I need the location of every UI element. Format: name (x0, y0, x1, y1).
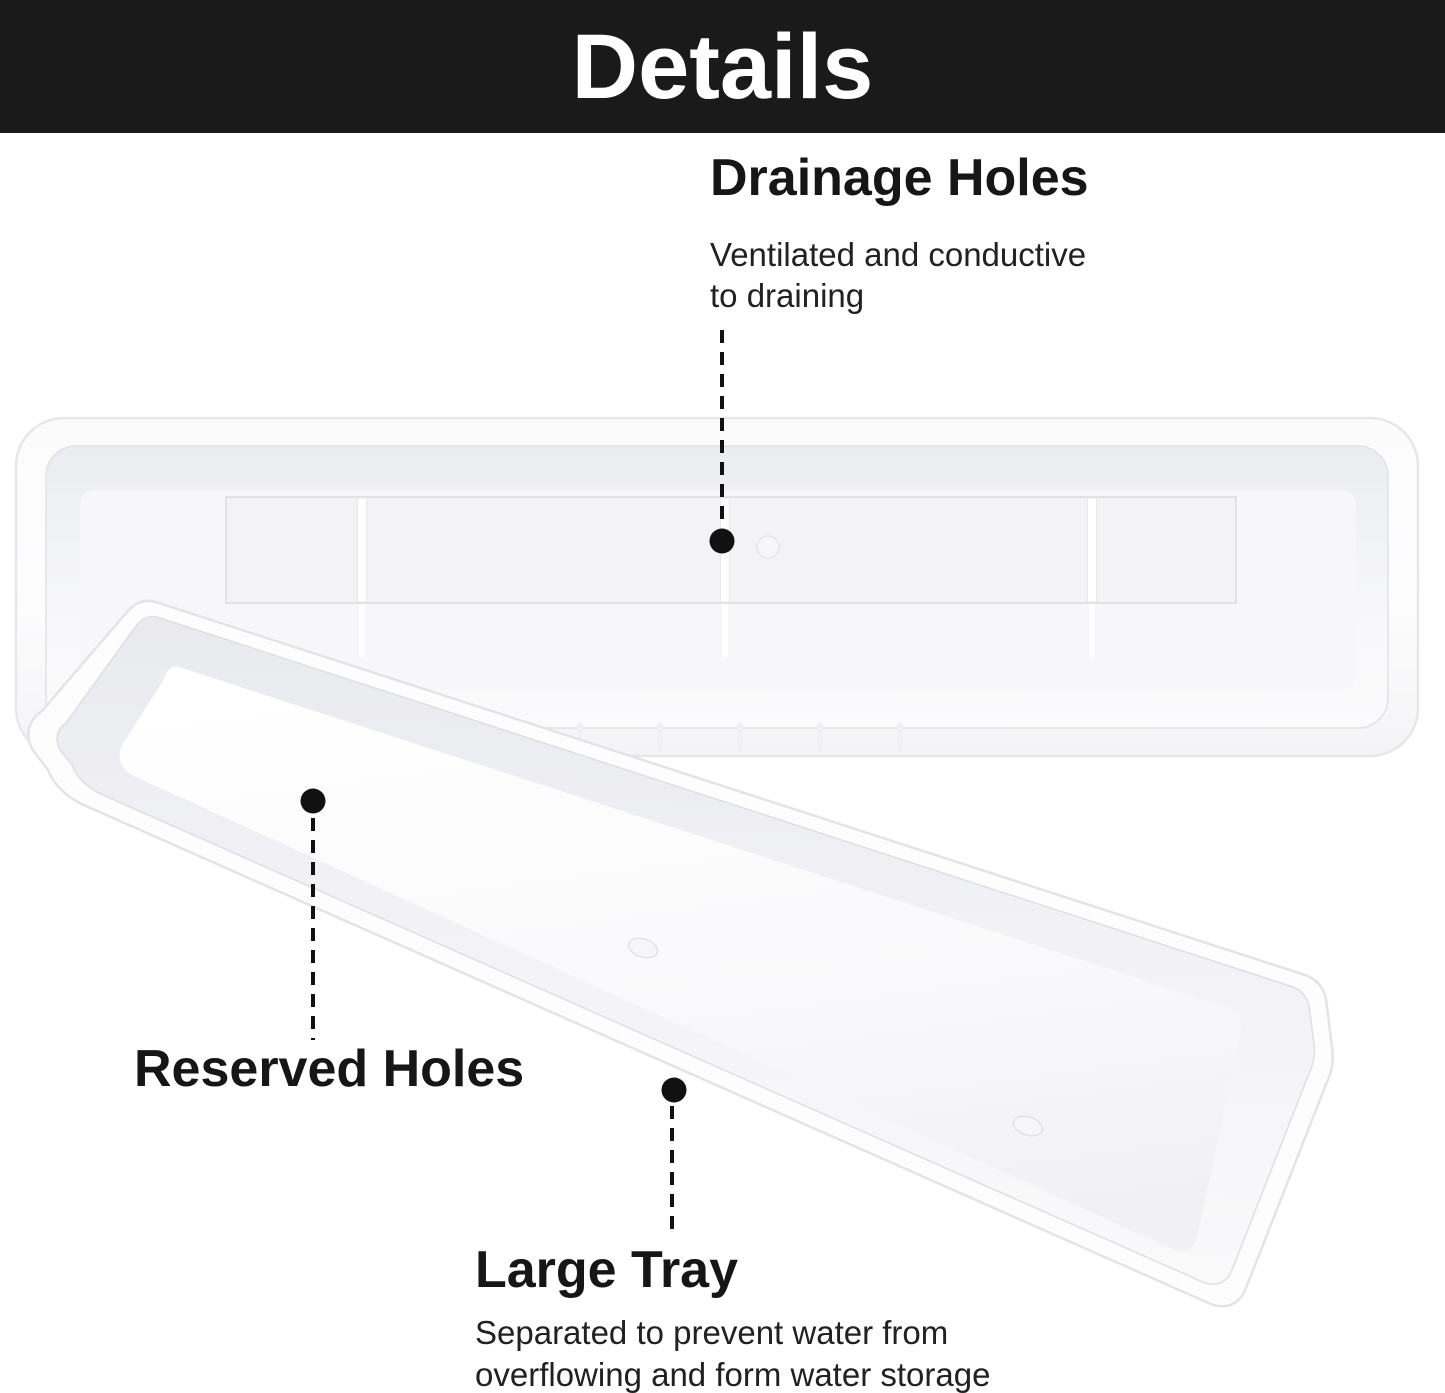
drainage-slit (1088, 498, 1097, 602)
callout-reserved (134, 1039, 524, 1099)
callout-dot-large-tray (662, 1078, 687, 1103)
slit-streak (359, 604, 365, 658)
slit-streak (1089, 604, 1095, 658)
callout-reserved-title: Reserved Holes (134, 1040, 525, 1098)
page-title: Details (571, 15, 874, 118)
slit-streak (722, 604, 728, 658)
callout-drainage (710, 148, 1089, 316)
callout-large-tray (475, 1240, 990, 1393)
callout-dot-reserved (301, 789, 326, 814)
drainage-panel (226, 497, 1236, 603)
callout-drainage-title: Drainage Holes (710, 149, 1089, 207)
header-bar (0, 0, 1445, 133)
callout-drainage-description: Ventilated and conductive to draining (710, 236, 1087, 314)
callout-dot-drainage (710, 529, 735, 554)
callout-large-tray-description: Separated to prevent water from overflowing and form water storage (475, 1314, 991, 1393)
callout-large-tray-title: Large Tray (475, 1241, 739, 1299)
drainage-slit (358, 498, 367, 602)
floor-bump-mark (757, 536, 779, 558)
